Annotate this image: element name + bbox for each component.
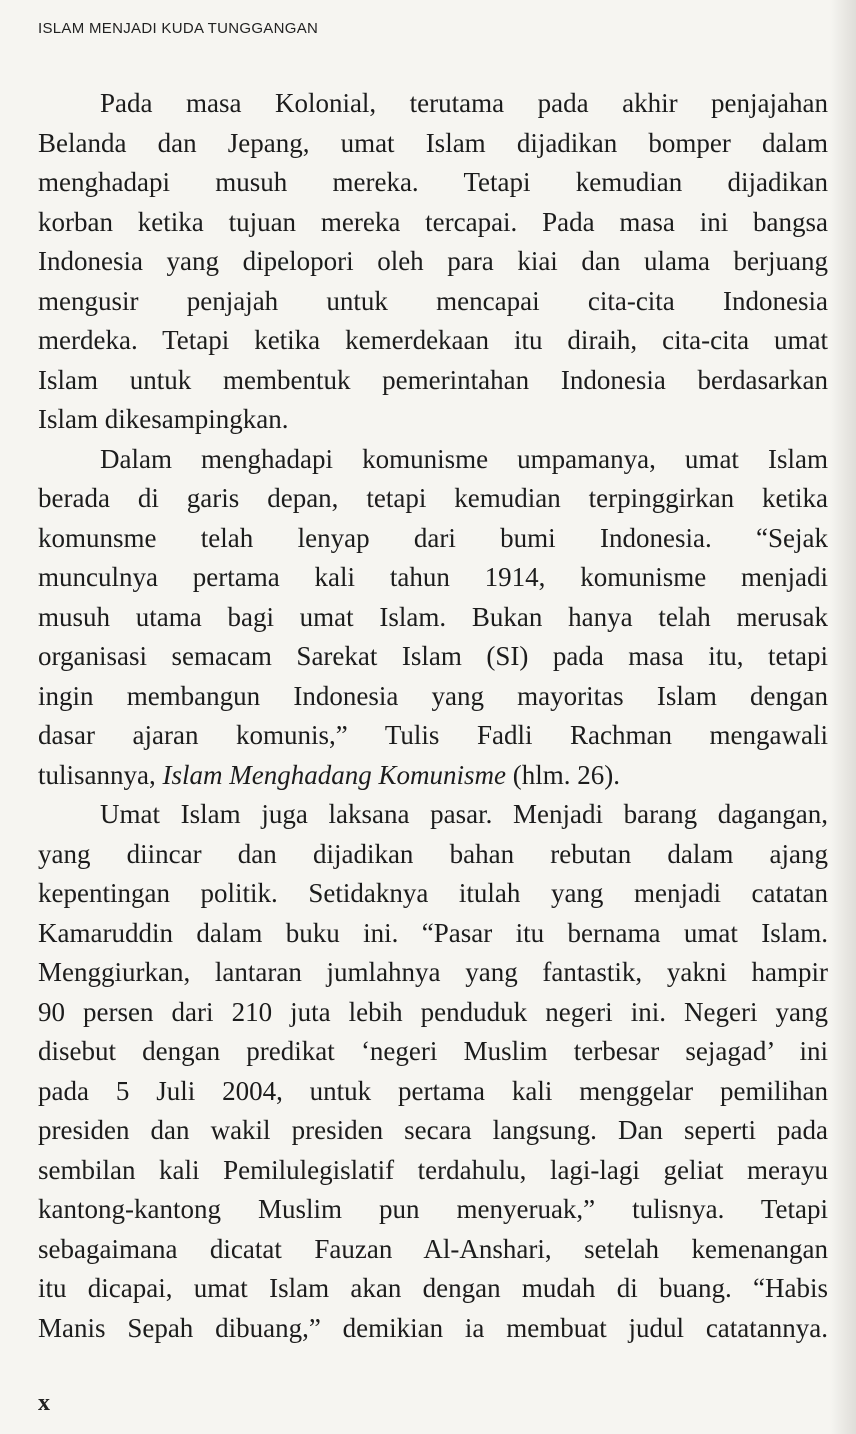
text-line: berada di garis depan, tetapi kemudian terpinggirkan ketika [38, 483, 828, 513]
text-line: dasar ajaran komunis,” Tulis Fadli Rachman mengawali [38, 720, 828, 750]
text-line: Indonesia yang dipelopori oleh para kiai dan ulama berjuang [38, 246, 828, 276]
text-line: Umat Islam juga laksana pasar. Menjadi barang dagangan, [100, 799, 828, 829]
text-run: (hlm. 26). [505, 759, 620, 790]
text-line: itu dicapai, umat Islam akan dengan mudah di buang. “Habis [38, 1273, 828, 1303]
text-line: kepentingan politik. Setidaknya itulah yang menjadi catatan [38, 878, 828, 908]
text-line: Islam untuk membentuk pemerintahan Indonesia berdasarkan [38, 364, 828, 395]
text-line: komunsme telah lenyap dari bumi Indonesia. “Sejak [38, 522, 828, 553]
text-line: merdeka. Tetapi ketika kemerdekaan itu diraih, cita-cita umat [38, 325, 828, 355]
running-head: ISLAM MENJADI KUDA TUNGGANGAN [38, 20, 319, 37]
text-line: yang diincar dan dijadikan bahan rebutan dalam ajang [38, 838, 828, 869]
text-line: sebagaimana dicatat Fauzan Al-Anshari, setelah kemenangan [38, 1233, 828, 1264]
text-line: pada 5 Juli 2004, untuk pertama kali menggelar pemilihan [38, 1075, 828, 1106]
text-line: ingin membangun Indonesia yang mayoritas Islam dengan [38, 680, 828, 711]
text-line: Islam dikesampingkan. [38, 404, 289, 434]
paragraph-2 [38, 440, 828, 796]
text-line [38, 756, 828, 796]
text-line: kantong-kantong Muslim pun menyeruak,” tulisnya. Tetapi [38, 1194, 828, 1224]
text-line: presiden dan wakil presiden secara langsung. Dan seperti pada [38, 1115, 828, 1145]
text-line: disebut dengan predikat ‘negeri Muslim terbesar sejagad’ ini [38, 1036, 828, 1066]
page-edge-shadow [830, 0, 856, 1434]
text-line: 90 persen dari 210 juta lebih penduduk negeri ini. Negeri yang [38, 996, 828, 1027]
text-line: Kamaruddin dalam buku ini. “Pasar itu bernama umat Islam. [38, 917, 828, 948]
text-line: mengusir penjajah untuk mencapai cita-cita Indonesia [38, 285, 828, 316]
text-line: munculnya pertama kali tahun 1914, komunisme menjadi [38, 562, 828, 592]
text-line: Pada masa Kolonial, terutama pada akhir penjajahan [100, 88, 828, 118]
book-title: Islam Menghadang Komunisme [162, 759, 506, 790]
text-line: korban ketika tujuan mereka tercapai. Pada masa ini bangsa [38, 206, 828, 237]
text-line: musuh utama bagi umat Islam. Bukan hanya telah merusak [38, 601, 828, 632]
text-line: Dalam menghadapi komunisme umpamanya, umat Islam [100, 443, 828, 474]
body-text [38, 84, 828, 1348]
page-number: x [38, 1390, 50, 1416]
text-line: menghadapi musuh mereka. Tetapi kemudian dijadikan [38, 167, 828, 197]
text-line: Belanda dan Jepang, umat Islam dijadikan bomper dalam [38, 127, 828, 158]
paragraph-3 [38, 795, 828, 1348]
paragraph-1 [38, 84, 828, 440]
text-line: organisasi semacam Sarekat Islam (SI) pada masa itu, tetapi [38, 641, 828, 671]
text-line: Menggiurkan, lantaran jumlahnya yang fantastik, yakni hampir [38, 957, 828, 987]
text-line: sembilan kali Pemilulegislatif terdahulu, lagi-lagi geliat merayu [38, 1154, 828, 1185]
text-line: Manis Sepah dibuang,” demikian ia membuat judul catatannya. [38, 1312, 828, 1343]
text-run: tulisannya, [38, 759, 163, 790]
